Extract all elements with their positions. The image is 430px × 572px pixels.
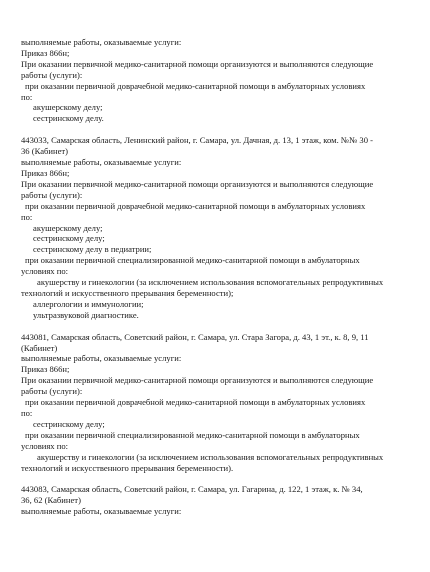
paragraph-gap bbox=[21, 473, 416, 484]
text-line: акушерскому делу; bbox=[33, 222, 103, 233]
text-line: Приказ 866н; bbox=[21, 167, 70, 178]
text-line: При оказании первичной медико-санитарной помощи организуются и выполняются следующие bbox=[21, 178, 374, 189]
text-line: выполняемые работы, оказываемые услуги: bbox=[21, 37, 182, 47]
text-line: сестринскому делу; bbox=[33, 418, 105, 429]
text-line: (Кабинет) bbox=[21, 342, 58, 353]
text-line: ультразвуковой диагностике. bbox=[33, 309, 139, 320]
text-line: 443083, Самарская область, Советский район, г. Самара, ул. Гагарина, д. 122, 1 этаж, к. № 34, bbox=[21, 484, 363, 495]
text-line: выполняемые работы, оказываемые услуги: bbox=[21, 353, 182, 364]
text-line: 443033, Самарская область, Ленинский район, г. Самара, ул. Дачная, д. 13, 1 этаж, ком. №№ 30 - bbox=[21, 135, 374, 146]
text-line: сестринскому делу. bbox=[33, 113, 104, 124]
text-line: аллергологии и иммунологии; bbox=[33, 298, 144, 309]
text-line: технологий и искусственного прерывания беременности); bbox=[21, 287, 234, 298]
text-line: 36, 62 (Кабинет) bbox=[21, 495, 81, 506]
text-line: условиях по: bbox=[21, 266, 69, 277]
text-line: по: bbox=[21, 211, 33, 222]
text-line: акушерскому делу; bbox=[33, 102, 103, 113]
text-line: по: bbox=[21, 91, 33, 102]
paragraph-gap bbox=[21, 124, 416, 135]
text-line: при оказании первичной доврачебной медико-санитарной помощи в амбулаторных условиях bbox=[25, 200, 366, 211]
text-line: при оказании первичной доврачебной медико-санитарной помощи в амбулаторных условиях bbox=[25, 80, 366, 91]
text-line: сестринскому делу; bbox=[33, 233, 105, 244]
text-line: При оказании первичной медико-санитарной помощи организуются и выполняются следующие bbox=[21, 58, 374, 69]
text-line: технологий и искусственного прерывания беременности). bbox=[21, 462, 234, 473]
text-line: акушерству и гинекологии (за исключением использования вспомогательных репродуктивных bbox=[37, 451, 384, 462]
text-line: 36 (Кабинет) bbox=[21, 146, 69, 157]
text-line: условиях по: bbox=[21, 440, 69, 451]
text-line: сестринскому делу в педиатрии; bbox=[33, 244, 152, 255]
text-line: Приказ 866н; bbox=[21, 364, 70, 375]
text-line: работы (услуги): bbox=[21, 386, 83, 397]
text-line: Приказ 866н; bbox=[21, 47, 70, 58]
text-line: по: bbox=[21, 408, 33, 418]
text-line: при оказании первичной доврачебной медико-санитарной помощи в амбулаторных условиях bbox=[25, 397, 366, 408]
paragraph-gap bbox=[21, 321, 416, 332]
text-line: работы (услуги): bbox=[21, 189, 83, 200]
text-line: работы (услуги): bbox=[21, 69, 83, 80]
text-line: 443081, Самарская область, Советский район, г. Самара, ул. Стара Загора, д. 43, 1 эт., к. 8, 9, 11 bbox=[21, 331, 369, 342]
text-line: акушерству и гинекологии (за исключением использования вспомогательных репродуктивных bbox=[37, 277, 384, 288]
text-line: при оказании первичной специализированной медико-санитарной помощи в амбулаторных bbox=[25, 429, 360, 440]
text-line: выполняемые работы, оказываемые услуги: bbox=[21, 157, 182, 168]
text-line: при оказании первичной специализированной медико-санитарной помощи в амбулаторных bbox=[25, 255, 360, 266]
text-line: выполняемые работы, оказываемые услуги: bbox=[21, 506, 182, 517]
text-line: При оказании первичной медико-санитарной помощи организуются и выполняются следующие bbox=[21, 375, 374, 386]
